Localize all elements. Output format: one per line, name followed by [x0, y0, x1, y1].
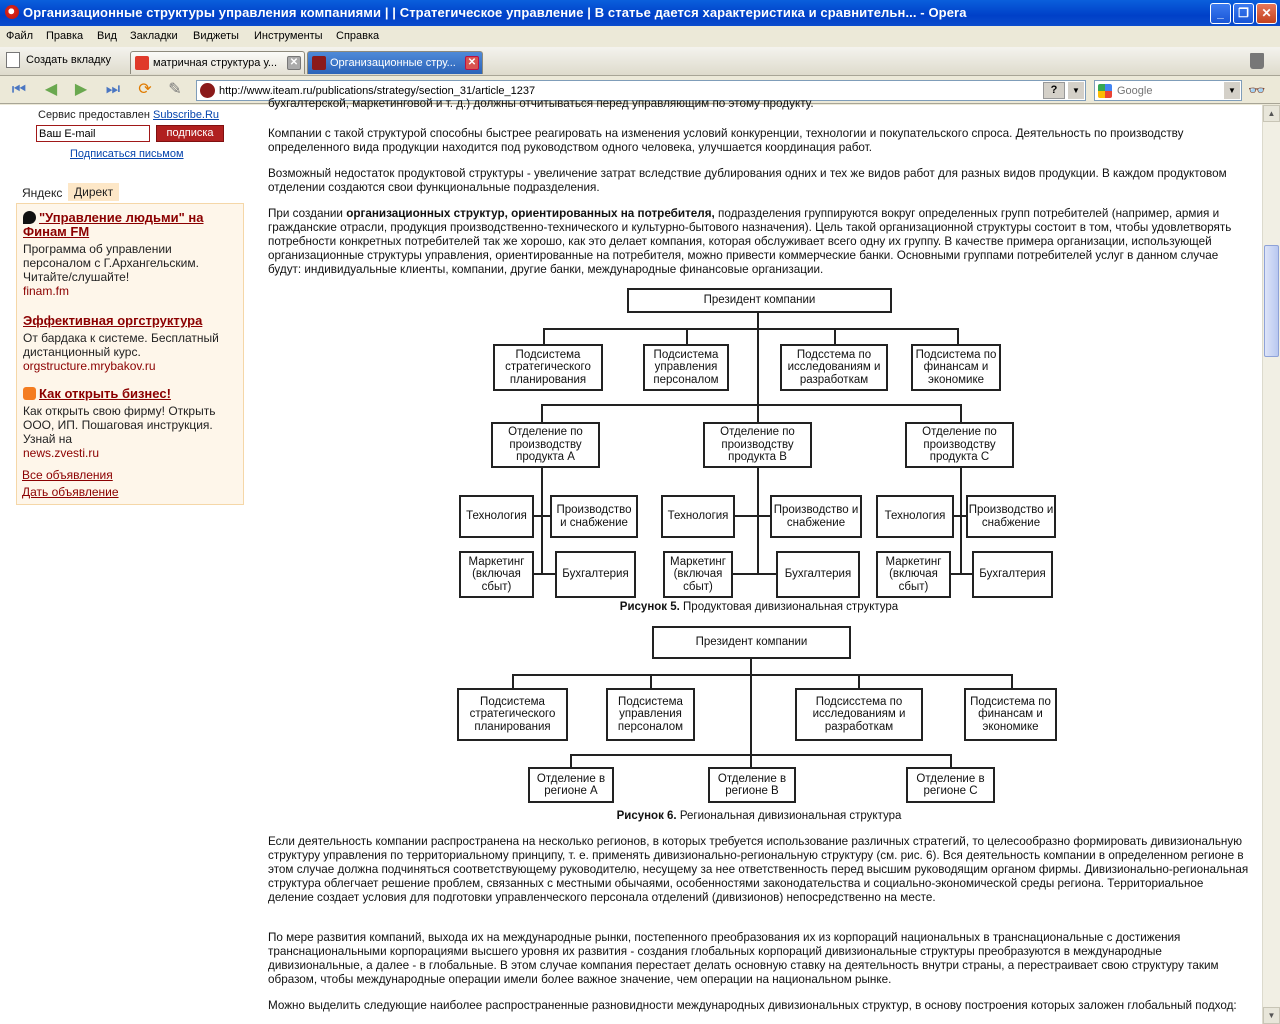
org-box-unit: Маркетинг (включая сбыт)	[876, 551, 951, 598]
ad-url[interactable]: orgstructure.mrybakov.ru	[23, 359, 156, 373]
iteam-favicon-icon	[312, 56, 326, 70]
all-ads-link[interactable]: Все объявления	[22, 468, 113, 482]
org-box-unit: Технология	[661, 495, 735, 538]
org-box-division: Отделение по производству продукта В	[703, 422, 812, 468]
zvesti-icon	[23, 387, 36, 400]
rewind-icon[interactable]: ⏮	[11, 81, 27, 98]
service-credit	[38, 109, 219, 121]
scroll-thumb[interactable]	[1264, 245, 1279, 357]
org-box-unit: Технология	[876, 495, 954, 538]
yandex-favicon-icon	[135, 56, 149, 70]
new-tab-icon	[6, 52, 20, 68]
chevron-down-icon[interactable]: ▼	[1068, 82, 1084, 99]
ad-title[interactable]	[23, 387, 237, 401]
ad-title-text: "Управление людьми" на Финам FM	[23, 210, 204, 239]
maximize-button[interactable]: ❐	[1233, 3, 1254, 24]
back-icon[interactable]: ◀	[44, 81, 58, 98]
tab-bar	[0, 47, 1280, 76]
tab-yandex[interactable]: Яндекс	[22, 186, 63, 200]
figure-6-caption	[268, 809, 1250, 823]
sidebar	[0, 105, 255, 1024]
tab-direct[interactable]: Директ	[68, 183, 119, 201]
fast-forward-icon[interactable]: ⏭	[105, 81, 121, 98]
org-box-subsystem: Подсисстема по исследованиям и разработкам	[795, 688, 923, 741]
p3-pre: При создании	[268, 207, 347, 220]
subscribe-button[interactable]: подписка	[156, 125, 224, 142]
org-box-president: Президент компании	[627, 288, 892, 313]
article-paragraph: бухгалтерской, маркетинговой и т. д.) должны отчитываться перед управляющим по этому продукту.	[268, 97, 814, 110]
ad-body: От бардака к системе. Бесплатный дистанционный курс.	[23, 331, 219, 359]
email-field[interactable]	[36, 125, 150, 142]
menu-help[interactable]: Справка	[336, 30, 380, 42]
article-paragraph: Возможный недостаток продуктовой структуры - увеличение затрат вследствие дублирования одних и тех же видов работ для разных видов продукции. В каждом продуктовом отделении создаются свои функциональные подразделения.	[268, 167, 1227, 194]
ad-block	[16, 203, 244, 505]
glasses-icon[interactable]: 👓	[1248, 82, 1266, 98]
ad-body: Программа об управлении персоналом с Г.Архангельским. Читайте/слушайте!	[23, 242, 199, 284]
ad-item	[23, 211, 237, 298]
org-box-unit: Производство и снабжение	[550, 495, 638, 538]
google-icon	[1098, 84, 1112, 98]
org-box-unit: Производство и снабжение	[966, 495, 1056, 538]
forward-icon[interactable]: ▶	[74, 81, 88, 98]
ad-title[interactable]	[23, 211, 237, 239]
org-box-subsystem: Подсистема по финансам и экономике	[964, 688, 1057, 741]
caption-number: Рисунок 6.	[616, 810, 677, 822]
finam-icon	[23, 211, 36, 224]
trash-icon[interactable]	[1250, 53, 1264, 69]
help-icon[interactable]: ?	[1043, 82, 1065, 99]
ad-url[interactable]: finam.fm	[23, 284, 70, 298]
edit-icon[interactable]: ✎	[168, 81, 182, 98]
window-title-bar	[0, 0, 1280, 26]
article-paragraph: Если деятельность компании распространена на несколько регионов, в которых требуется использование различных стратегий, то целесообразно формировать дивизиональную структуру управления по территориальному принципу, т. е. применять дивизионально-региональную структуру (см. рис. 6). Вся деятельность компании в определенном регионе в этом случае должна подчиняться соответствующему руководителю, несущему за нее ответственность перед высшим руководящим органом фирмы. Дивизионально-региональная структура облегчает решение проблем, связанных с местными обычаями, особенностями законодательства и социально-экономической среды региона. Территориальное деление создает условия для подготовки управленческого персонала отделений (дивизионов) непосредственно на месте.	[268, 835, 1249, 904]
chevron-down-icon[interactable]: ▼	[1224, 82, 1240, 99]
post-ad-link[interactable]: Дать объявление	[22, 485, 119, 499]
subscribe-by-mail-link[interactable]: Подписаться письмом	[70, 148, 184, 160]
close-tab-icon[interactable]: ✕	[287, 56, 301, 70]
opera-logo-icon	[5, 5, 19, 19]
menu-bar	[0, 26, 1280, 47]
tab-label: Организационные стру...	[330, 57, 456, 69]
menu-tools[interactable]: Инструменты	[254, 30, 323, 42]
org-box-subsystem: Подсистема стратегического планирования	[457, 688, 568, 741]
new-tab-label: Создать вкладку	[26, 53, 112, 66]
menu-file[interactable]: Файл	[6, 30, 34, 42]
org-box-division: Отделение по производству продукта С	[905, 422, 1014, 468]
ad-title[interactable]: Эффективная оргструктура	[23, 313, 203, 328]
new-tab-button[interactable]	[6, 52, 111, 72]
org-box-president: Президент компании	[652, 626, 851, 659]
caption-number: Рисунок 5.	[619, 601, 680, 613]
figure-6-regional-structure	[268, 105, 1250, 805]
ad-tabs	[16, 183, 244, 203]
org-box-unit: Бухгалтерия	[776, 551, 860, 598]
article	[268, 97, 1250, 1024]
org-box-region: Отделение в регионе А	[528, 767, 614, 803]
org-box-subsystem: Подсистема управления персоналом	[606, 688, 695, 741]
ad-title-text: Как открыть бизнес!	[39, 386, 171, 401]
minimize-button[interactable]: _	[1210, 3, 1231, 24]
article-paragraph: Можно выделить следующие наиболее распространенные разновидности международных дивизиональных структур, в основу построения которых заложен глобальный подход:	[268, 999, 1237, 1012]
tab-label: матричная структура у...	[153, 57, 278, 69]
ad-item	[23, 387, 237, 460]
org-box-subsystem: Подсистема стратегического планирования	[493, 344, 603, 391]
menu-bookmarks[interactable]: Закладки	[130, 30, 178, 42]
tab-matrix-structure[interactable]	[130, 51, 305, 74]
org-box-unit: Маркетинг (включая сбыт)	[663, 551, 733, 598]
org-box-region: Отделение в регионе С	[906, 767, 995, 803]
page-viewport	[0, 97, 1262, 1024]
tab-org-structures[interactable]	[307, 51, 483, 74]
ad-body: Как открыть свою фирму! Открыть ООО, ИП. Пошаговая инструкция. Узнай на	[23, 404, 216, 446]
menu-edit[interactable]: Правка	[46, 30, 84, 42]
close-tab-icon[interactable]: ✕	[465, 56, 479, 70]
reload-icon[interactable]: ⟳	[138, 81, 152, 98]
article-paragraph: По мере развития компаний, выхода их на международные рынки, постепенного преобразования их из корпораций национальных в транснациональные с достижения транснациональными корпорациями высшего уровня их развития - создания глобальных корпораций дивизиональные структуры преобразуются в международные дивизиональные, а далее - в глобальные. В этом случае компания перестает делать основную ставку на деятельность внутри страны, а перестраивает свою структуру таким образом, чтобы международные операции имели более важное значение, чем операции на национальном рынке.	[268, 931, 1219, 986]
org-box-unit: Производство и снабжение	[770, 495, 862, 538]
org-box-subsystem: Подсистема управления персоналом	[643, 344, 729, 391]
caption-text: Продуктовая дивизиональная структура	[679, 601, 899, 613]
org-box-unit: Технология	[459, 495, 534, 538]
scroll-up-icon[interactable]: ▲	[1263, 105, 1280, 122]
p3-post: подразделения группируются вокруг определенных групп потребителей (например, армия и гражданские отрасли, продукция производственно-технического и культурно-бытового назначения). Цель такой организационной структуры состоит в том, чтобы удовлетворять потребности конкретных потребителей так же хорошо, как это делает компания, которая обслуживает всего одну их группу. В качестве примера организации, использующей организационные структуры управления, ориентированные на потребителя, можно привести коммерческие банки. Основными группами потребителей услуг в данном случае будут: индивидуальные клиенты, компании, другие банки, международные финансовые организации.	[268, 207, 1232, 276]
site-favicon-icon	[200, 83, 215, 98]
menu-widgets[interactable]: Виджеты	[193, 30, 239, 42]
article-paragraph: Компании с такой структурой способны быстрее реагировать на изменения условий конкуренции, технологии и покупательского спроса. Деятельность по производству определенного вида продукции находится под руководством одного человека, улучшается координация работ.	[268, 127, 1184, 154]
org-box-unit: Бухгалтерия	[972, 551, 1053, 598]
org-box-subsystem: Подсистема по финансам и экономике	[911, 344, 1001, 391]
org-box-subsystem: Подсстема по исследованиям и разработкам	[780, 344, 888, 391]
scroll-down-icon[interactable]: ▼	[1263, 1007, 1280, 1024]
menu-view[interactable]: Вид	[97, 30, 117, 42]
p3-bold: организационных структур, ориентированных на потребителя,	[346, 207, 715, 220]
window-title: Организационные структуры управления компаниями | | Стратегическое управление | В статье дается характеристика и сравнительн... - Opera	[23, 5, 967, 20]
subscribe-ru-link[interactable]: Subscribe.Ru	[153, 109, 220, 121]
close-window-button[interactable]: ✕	[1256, 3, 1277, 24]
service-text: Сервис предоставлен	[38, 109, 150, 121]
ad-url[interactable]: news.zvesti.ru	[23, 446, 100, 460]
org-box-region: Отделение в регионе В	[708, 767, 796, 803]
org-box-division: Отделение по производству продукта А	[491, 422, 600, 468]
ad-item	[23, 314, 237, 373]
caption-text: Региональная дивизиональная структура	[676, 810, 902, 822]
org-box-unit: Бухгалтерия	[555, 551, 636, 598]
org-box-unit: Маркетинг (включая сбыт)	[459, 551, 534, 598]
vertical-scrollbar[interactable]	[1262, 105, 1280, 1024]
